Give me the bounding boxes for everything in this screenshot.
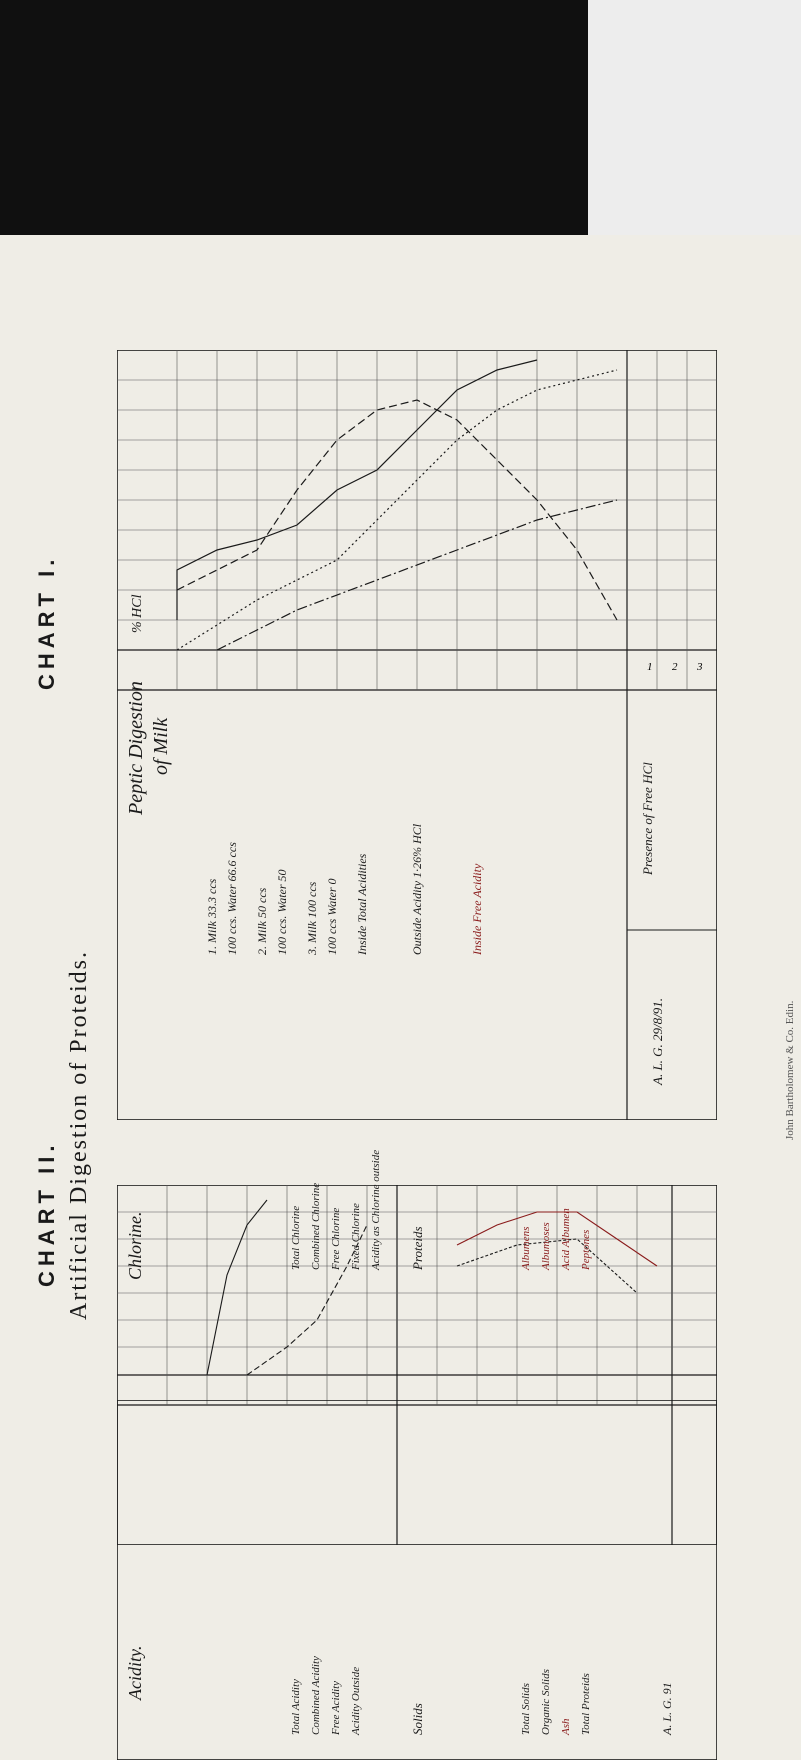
presence-col-2: 2	[672, 661, 678, 673]
chart2-proteid-legend-4: Peptones	[580, 1229, 592, 1270]
chart1-legend-4: 100 ccs. Water 50	[275, 869, 289, 955]
chart1-heading-1: Peptic Digestion	[125, 681, 147, 815]
scanner-light-border	[588, 0, 801, 235]
chart2-upper-legend-4: Fixed Chlorine	[350, 1203, 362, 1270]
chart-plate	[0, 235, 801, 1735]
chart2-solids-legend-4: Total Proteids	[580, 1673, 592, 1735]
chart2-solids-legend-2: Organic Solids	[540, 1669, 552, 1735]
chart2-proteid-legend-2: Albumoses	[540, 1222, 552, 1270]
chart1-title: CHART I.	[34, 554, 59, 690]
chart1-figure	[117, 350, 717, 1120]
chart2-upper-legend-3: Free Chlorine	[330, 1207, 342, 1270]
chart1-heading-2: of Milk	[150, 717, 172, 775]
chart2-author: A. L. G. 91	[660, 1682, 674, 1735]
chart2-lower-solids-label: Solids	[410, 1703, 425, 1735]
chart2-upper-legend-2: Combined Chlorine	[310, 1182, 322, 1270]
chart1-author: A. L. G. 29/8/91.	[650, 997, 665, 1085]
chart1-legend-8: Outside Acidity 1·26% HCl	[410, 823, 424, 955]
chart2-title: CHART II.	[34, 1140, 59, 1287]
chart2-lower-legend-2: Combined Acidity	[310, 1656, 322, 1735]
chart2-proteid-legend-1: Albumens	[520, 1226, 532, 1270]
chart2-solids-legend-1: Total Solids	[520, 1683, 532, 1735]
chart2-lower-legend-3: Free Acidity	[330, 1680, 342, 1735]
chart2-upper-legend-5: Acidity as Chlorine outside	[370, 1149, 382, 1270]
chart1-legend-6: 100 ccs Water 0	[325, 878, 339, 955]
chart2-upper-proteids-label: Proteids	[410, 1226, 425, 1270]
chart1-legend-1: 1. Milk 33.3 ccs	[205, 878, 219, 955]
chart1-legend-5: 3. Milk 100 ccs	[305, 881, 319, 955]
chart1-presence-header: Presence of Free HCl	[640, 762, 655, 875]
chart2-upper-heading: Chlorine.	[125, 1211, 145, 1280]
chart1-legend-7: Inside Total Acidities	[355, 853, 369, 955]
chart1-legend-3: 2. Milk 50 ccs	[255, 887, 269, 955]
chart1-presence-grid	[647, 661, 703, 673]
presence-col-3: 3	[697, 661, 703, 673]
chart2-subtitle: Artificial Digestion of Proteids.	[66, 950, 92, 1320]
chart1-pct-label: % HCl	[130, 594, 145, 633]
chart1-legend-2: 100 ccs. Water 66.6 ccs	[225, 842, 239, 955]
chart2-lower-legend-4: Acidity Outside	[350, 1666, 362, 1735]
chart2-lower-legend-1: Total Acidity	[290, 1679, 302, 1735]
chart2-proteid-legend-3: Acid Albumen	[560, 1208, 572, 1270]
chart1-legend-9: Inside Free Acidity	[470, 863, 484, 955]
chart2-solids-legend-3: Ash	[560, 1718, 572, 1735]
chart2-lower-heading: Acidity.	[125, 1645, 145, 1700]
chart2-upper-legend-1: Total Chlorine	[290, 1205, 302, 1270]
engraver-credit: John Bartholomew & Co. Edin.	[784, 1000, 796, 1140]
presence-col-1: 1	[647, 661, 653, 673]
